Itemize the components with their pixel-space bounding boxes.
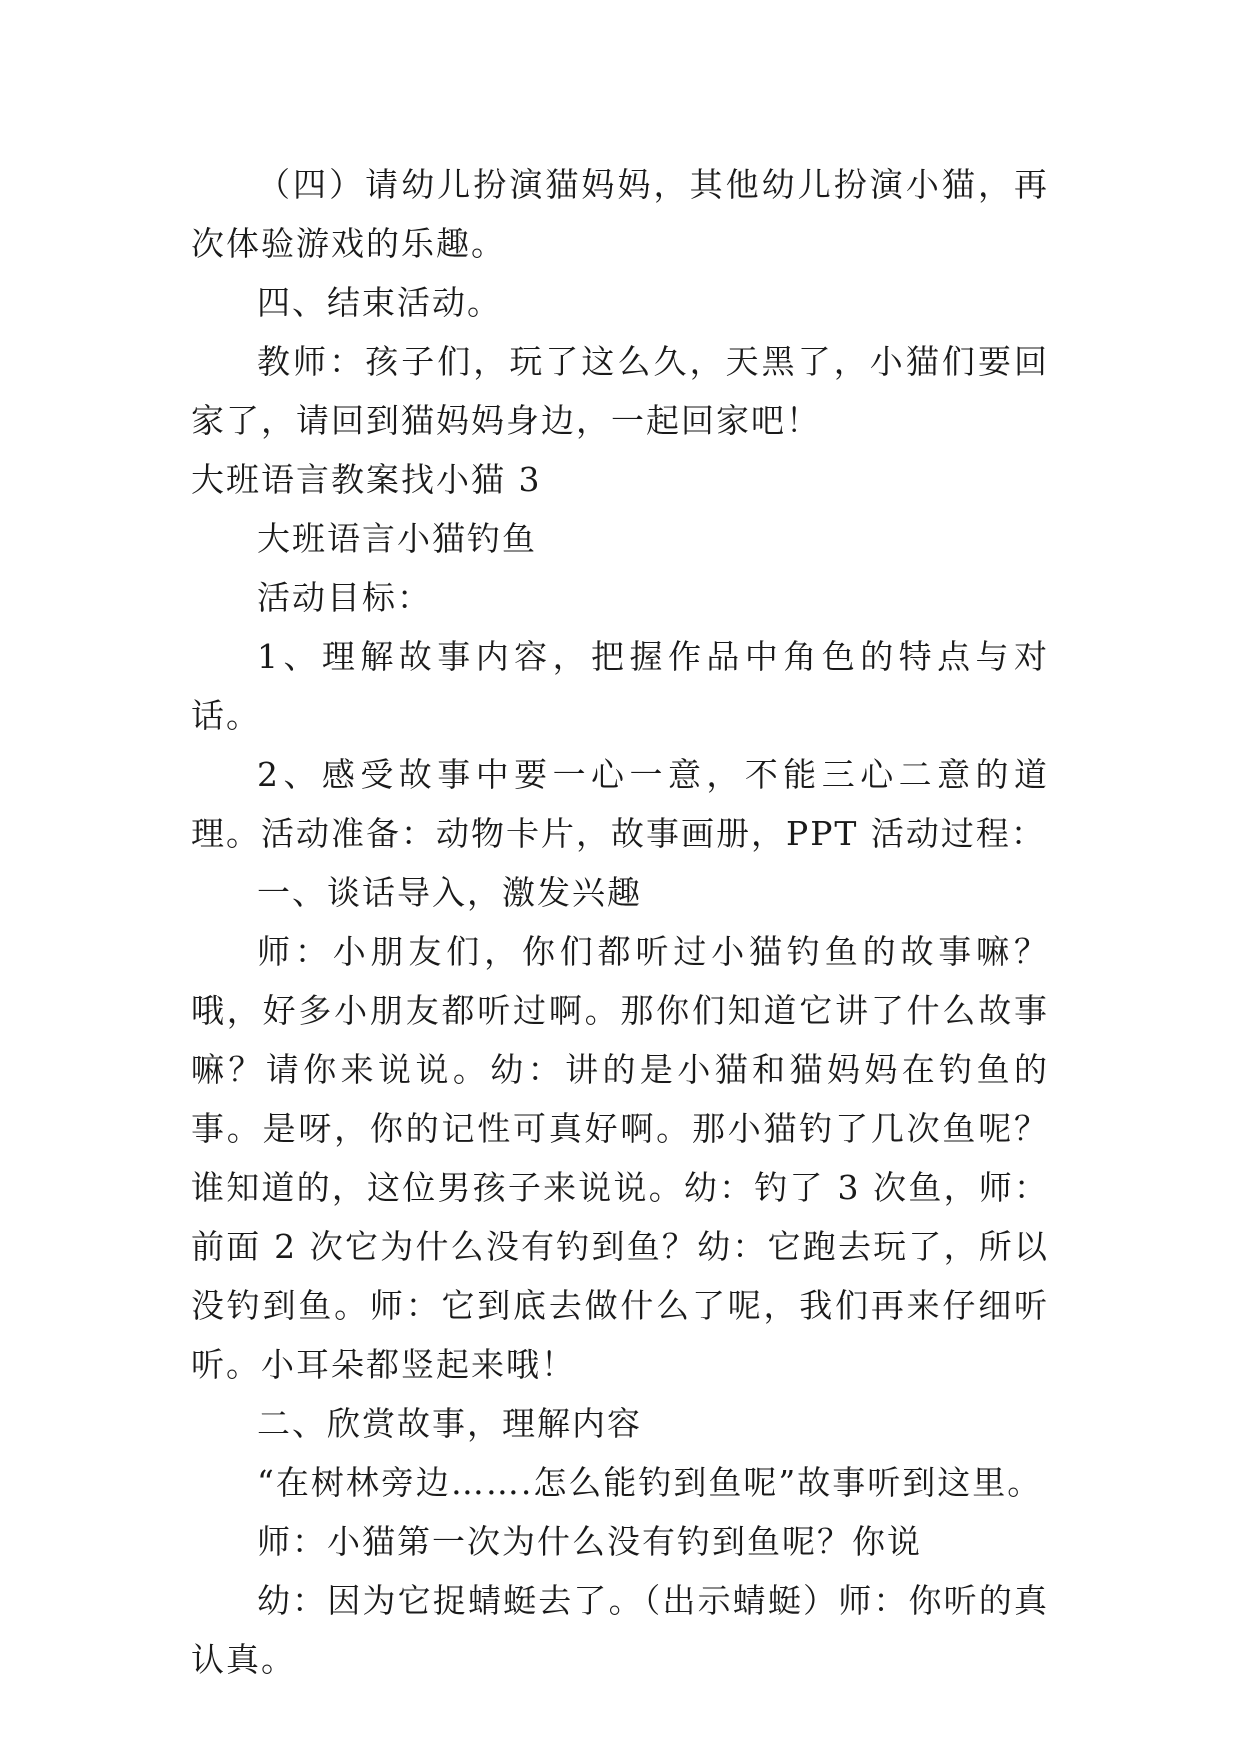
step-1-heading: 一、谈话导入，激发兴趣 <box>257 873 642 912</box>
story-excerpt: “在树林旁边…….怎么能钓到鱼呢”故事听到这里。 <box>257 1463 1043 1502</box>
objectives-heading: 活动目标： <box>257 578 432 617</box>
step-1-dialogue: 师：小朋友们，你们都听过小猫钓鱼的故事嘛？哦，好多小朋友都听过啊。那你们知道它讲了什么故事嘛？请你来说说。幼：讲的是小猫和猫妈妈在钓鱼的事。是呀，你的记性可真好啊。那小猫钓了几次鱼呢？谁知道的，这位男孩子来说说。幼：钓了 3 次鱼，师：前面 2 次它为什么没有钓到鱼？幼：它跑去玩了，所以没钓到鱼。师：它到底去做什么了呢，我们再来仔细听听。小耳朵都竖起来哦！ <box>191 932 1049 1384</box>
paragraph-teacher-closing: 教师：孩子们，玩了这么久，天黑了，小猫们要回家了，请回到猫妈妈身边，一起回家吧！ <box>191 342 1049 440</box>
section-title: 大班语言教案找小猫 3 <box>191 460 542 499</box>
objective-item-2: 2、感受故事中要一心一意，不能三心二意的道理。活动准备：动物卡片，故事画册，PPT 活动过程： <box>191 755 1049 853</box>
objective-item-1: 1、理解故事内容，把握作品中角色的特点与对话。 <box>191 637 1049 735</box>
child-answer: 幼：因为它捉蜻蜓去了。（出示蜻蜓）师：你听的真认真。 <box>191 1581 1049 1679</box>
teacher-question: 师：小猫第一次为什么没有钓到鱼呢？你说 <box>257 1522 922 1561</box>
document-body <box>191 155 1049 1689</box>
paragraph-role-play: （四）请幼儿扮演猫妈妈，其他幼儿扮演小猫，再次体验游戏的乐趣。 <box>191 165 1049 263</box>
step-2-heading: 二、欣赏故事，理解内容 <box>257 1404 642 1443</box>
lesson-title: 大班语言小猫钓鱼 <box>257 519 537 558</box>
paragraph-end-activity-heading: 四、结束活动。 <box>257 283 502 322</box>
